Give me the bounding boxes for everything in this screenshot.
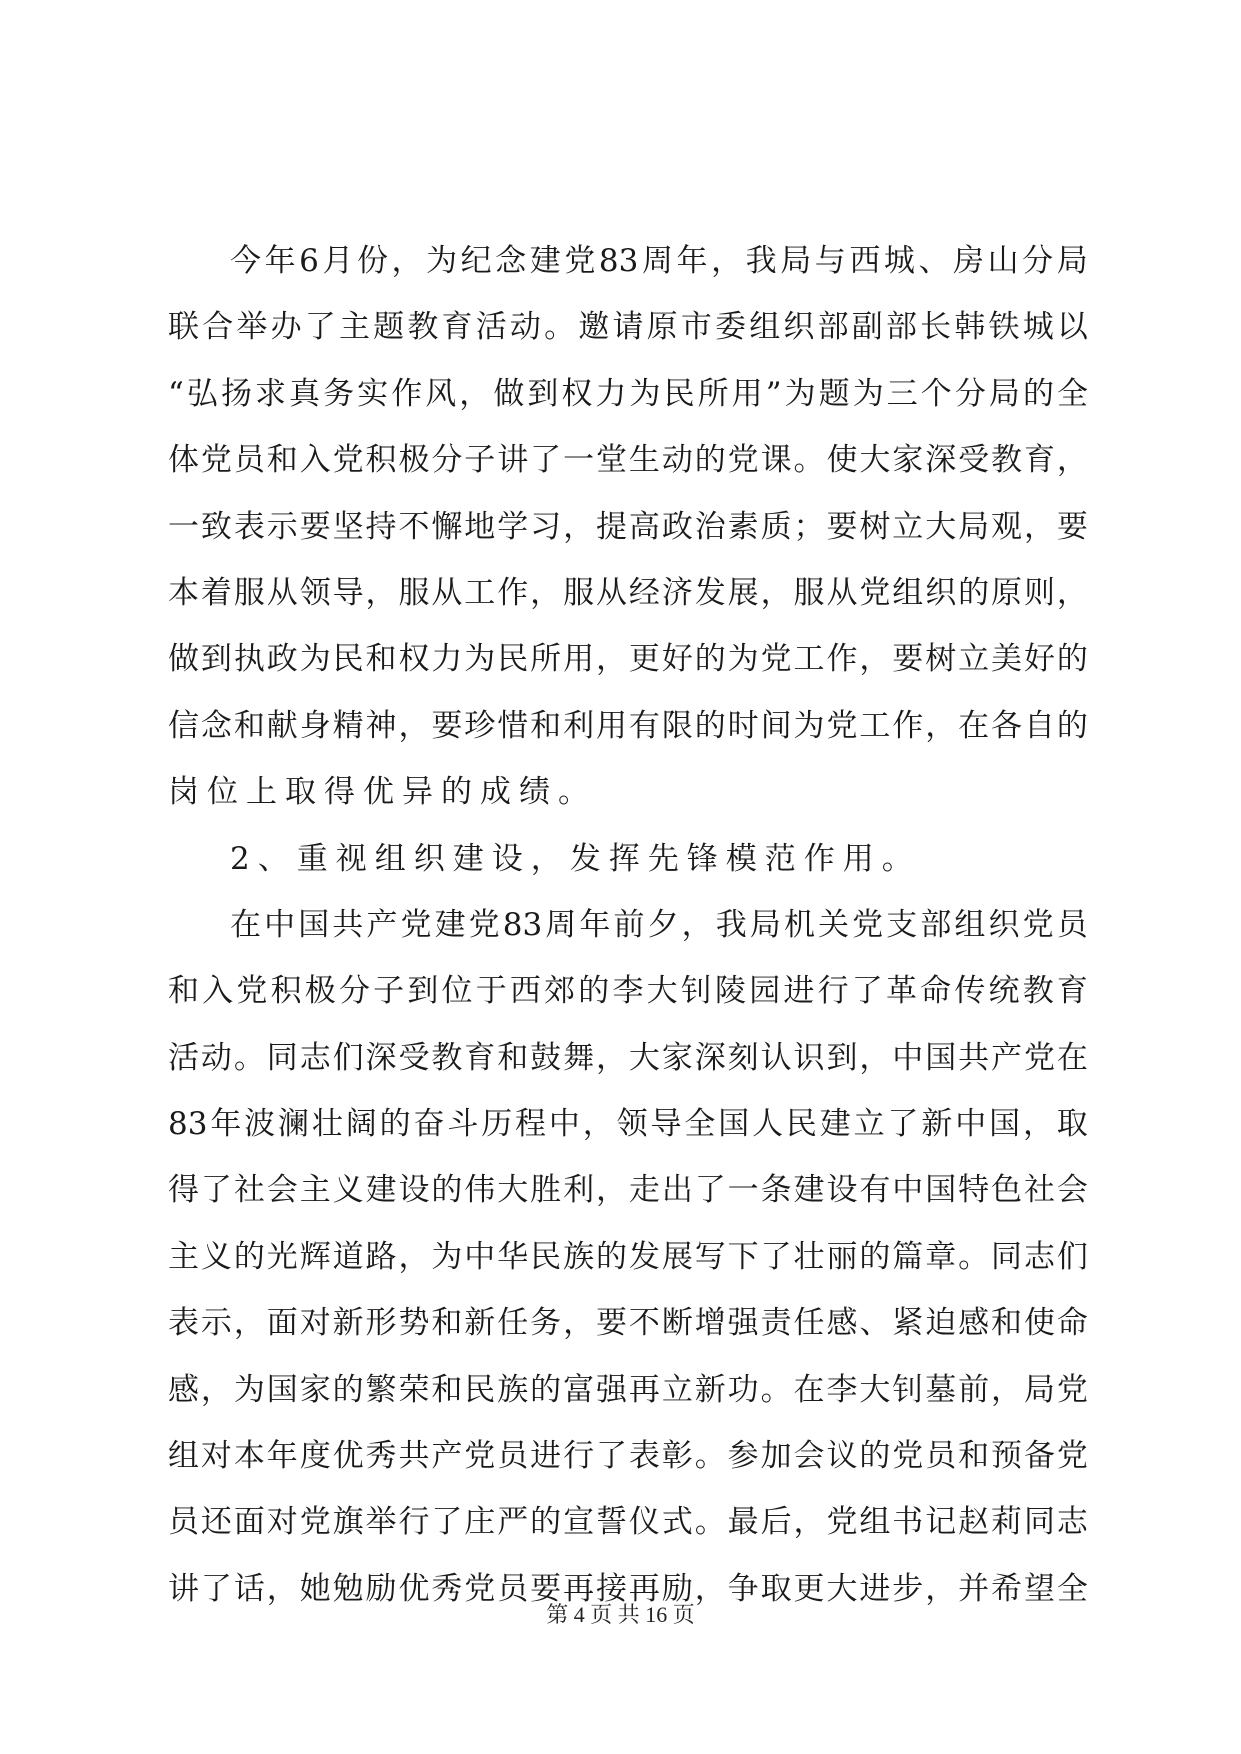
text-line: 活 动 。 同 志 们 深 受 教 育 和 鼓 舞 ， 大 家 深 刻 认 识 到 ， 中 国 共 产 党 在 (168, 1039, 1088, 1076)
text-line: 岗位上取得优异的成绩。 (168, 774, 597, 811)
text-line: 83 年 波 澜 壮 阔 的 奋 斗 历 程 中 ， 领 导 全 国 人 民 建 立 了 新 中 国 ， 取 (168, 1106, 1088, 1143)
text-line: 今 年 6 月 份 ， 为 纪 念 建 党 83 周 年 ， 我 局 与 西 城 、 房 山 分 局 (230, 243, 1088, 279)
text-line: 2、重视组织建设，发挥先锋模范作用。 (230, 840, 921, 877)
text-line: 联 合 举 办 了 主 题 教 育 活 动 。 邀 请 原 市 委 组 织 部 副 部 长 韩 铁 城 以 (168, 309, 1088, 346)
text-line: 讲 了 话 ， 她 勉 励 优 秀 党 员 要 再 接 再 励 ， 争 取 更 大 进 步 ， 并 希 望 全 (168, 1570, 1088, 1607)
text-line: “ 弘 扬 求 真 务 实 作 风 ， 做 到 权 力 为 民 所 用 ” 为 题 为 三 个 分 局 的 全 (168, 375, 1088, 412)
text-line: 在 中 国 共 产 党 建 党 83 周 年 前 夕 ， 我 局 机 关 党 支 部 组 织 党 员 (230, 906, 1088, 943)
text-line: 组 对 本 年 度 优 秀 共 产 党 员 进 行 了 表 彰 。 参 加 会 议 的 党 员 和 预 备 党 (168, 1438, 1088, 1475)
text-line: 体 党 员 和 入 党 积 极 分 子 讲 了 一 堂 生 动 的 党 课 。 使 大 家 深 受 教 育 ， (168, 442, 1088, 479)
page-footer: 第 4 页 共 16 页 (546, 1602, 695, 1627)
text-line: 表 示 ， 面 对 新 形 势 和 新 任 务 ， 要 不 断 增 强 责 任 感 、 紧 迫 感 和 使 命 (168, 1305, 1088, 1342)
text-line: 和 入 党 积 极 分 子 到 位 于 西 郊 的 李 大 钊 陵 园 进 行 了 革 命 传 统 教 育 (168, 973, 1088, 1010)
text-line: 本 着 服 从 领 导 ， 服 从 工 作 ， 服 从 经 济 发 展 ， 服 从 党 组 织 的 原 则 ， (168, 574, 1088, 611)
text-line: 信 念 和 献 身 精 神 ， 要 珍 惜 和 利 用 有 限 的 时 间 为 党 工 作 ， 在 各 自 的 (168, 707, 1088, 744)
text-line: 得 了 社 会 主 义 建 设 的 伟 大 胜 利 ， 走 出 了 一 条 建 设 有 中 国 特 色 社 会 (168, 1172, 1088, 1209)
text-line: 一 致 表 示 要 坚 持 不 懈 地 学 习 ， 提 高 政 治 素 质 ； 要 树 立 大 局 观 ， 要 (168, 508, 1088, 545)
text-line: 员 还 面 对 党 旗 举 行 了 庄 严 的 宣 誓 仪 式 。 最 后 ， 党 组 书 记 赵 莉 同 志 (168, 1504, 1088, 1541)
text-line: 主 义 的 光 辉 道 路 ， 为 中 华 民 族 的 发 展 写 下 了 壮 丽 的 篇 章 。 同 志 们 (168, 1238, 1088, 1275)
text-line: 做 到 执 政 为 民 和 权 力 为 民 所 用 ， 更 好 的 为 党 工 作 ， 要 树 立 美 好 的 (168, 641, 1088, 678)
text-line: 感 ， 为 国 家 的 繁 荣 和 民 族 的 富 强 再 立 新 功 。 在 李 大 钊 墓 前 ， 局 党 (168, 1371, 1088, 1408)
document-body (168, 228, 1088, 1622)
